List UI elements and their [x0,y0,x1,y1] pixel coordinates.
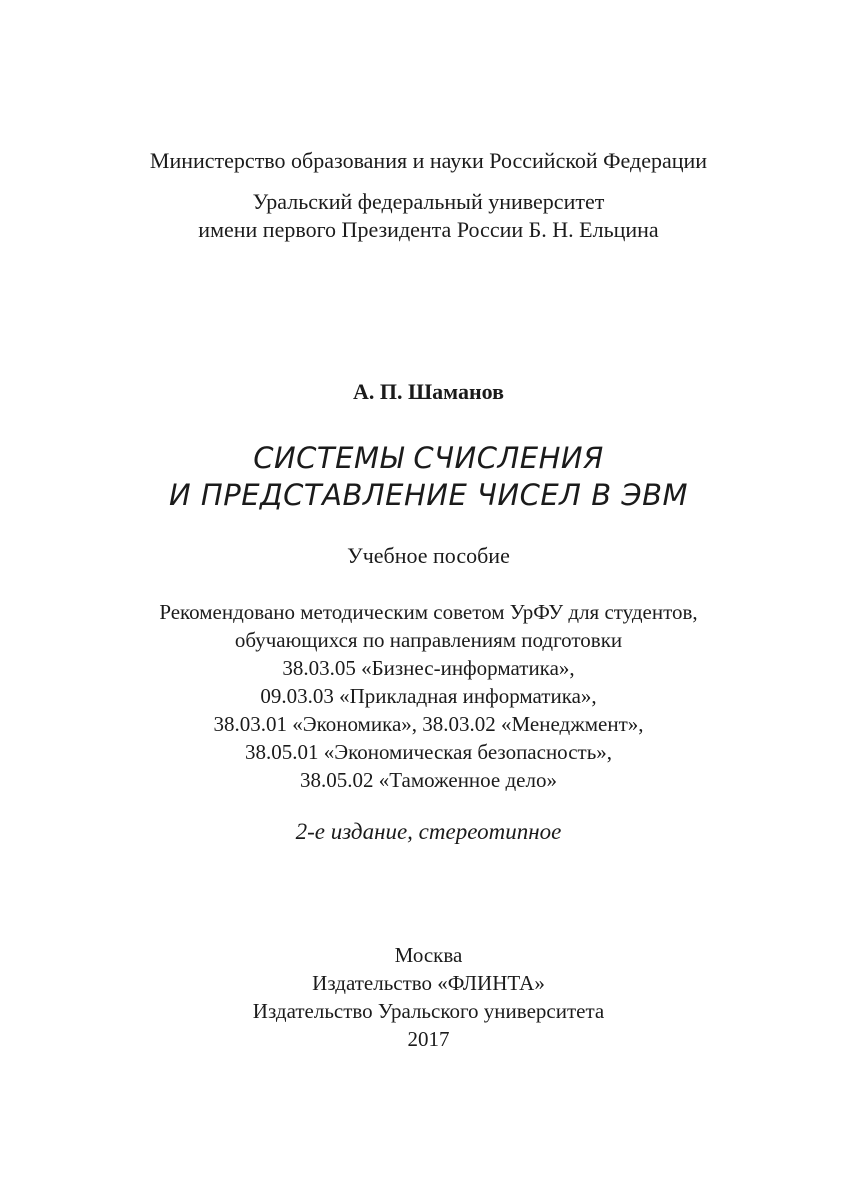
recommendation-line: 38.03.01 «Экономика», 38.03.02 «Менеджмент», [213,712,644,736]
book-title-line-1: СИСТЕМЫ СЧИСЛЕНИЯ [253,441,604,475]
recommendation-line: 38.03.05 «Бизнес-информатика», [282,656,575,680]
imprint-publisher-ural: Издательство Уральского университета [252,999,605,1023]
recommendation-line: 38.05.01 «Экономическая безопасность», [244,740,613,764]
university-name [0,188,857,244]
recommendation-line: обучающихся по направлениям подготовки [234,628,623,652]
recommendation-line: 38.05.02 «Таможенное дело» [300,768,557,792]
book-title [0,440,857,514]
book-title-line-2: И ПРЕДСТАВЛЕНИЕ ЧИСЕЛ В ЭВМ [168,478,688,512]
imprint-year: 2017 [407,1027,450,1051]
imprint-block [0,941,857,1053]
subtitle: Учебное пособие [347,543,510,568]
recommendation-text [0,598,857,794]
university-line-1: Уральский федеральный университет [252,189,605,214]
recommendation-line: 09.03.03 «Прикладная информатика», [260,684,597,708]
author-name: А. П. Шаманов [352,379,504,404]
ministry-line: Министерство образования и науки Российской Федерации [149,148,708,173]
edition-note: 2-е издание, стереотипное [295,819,562,844]
imprint-publisher-flinta: Издательство «ФЛИНТА» [312,971,545,995]
university-line-2: имени первого Президента России Б. Н. Ельцина [198,217,659,242]
imprint-city: Москва [394,943,463,967]
recommendation-line: Рекомендовано методическим советом УрФУ для студентов, [159,600,698,624]
